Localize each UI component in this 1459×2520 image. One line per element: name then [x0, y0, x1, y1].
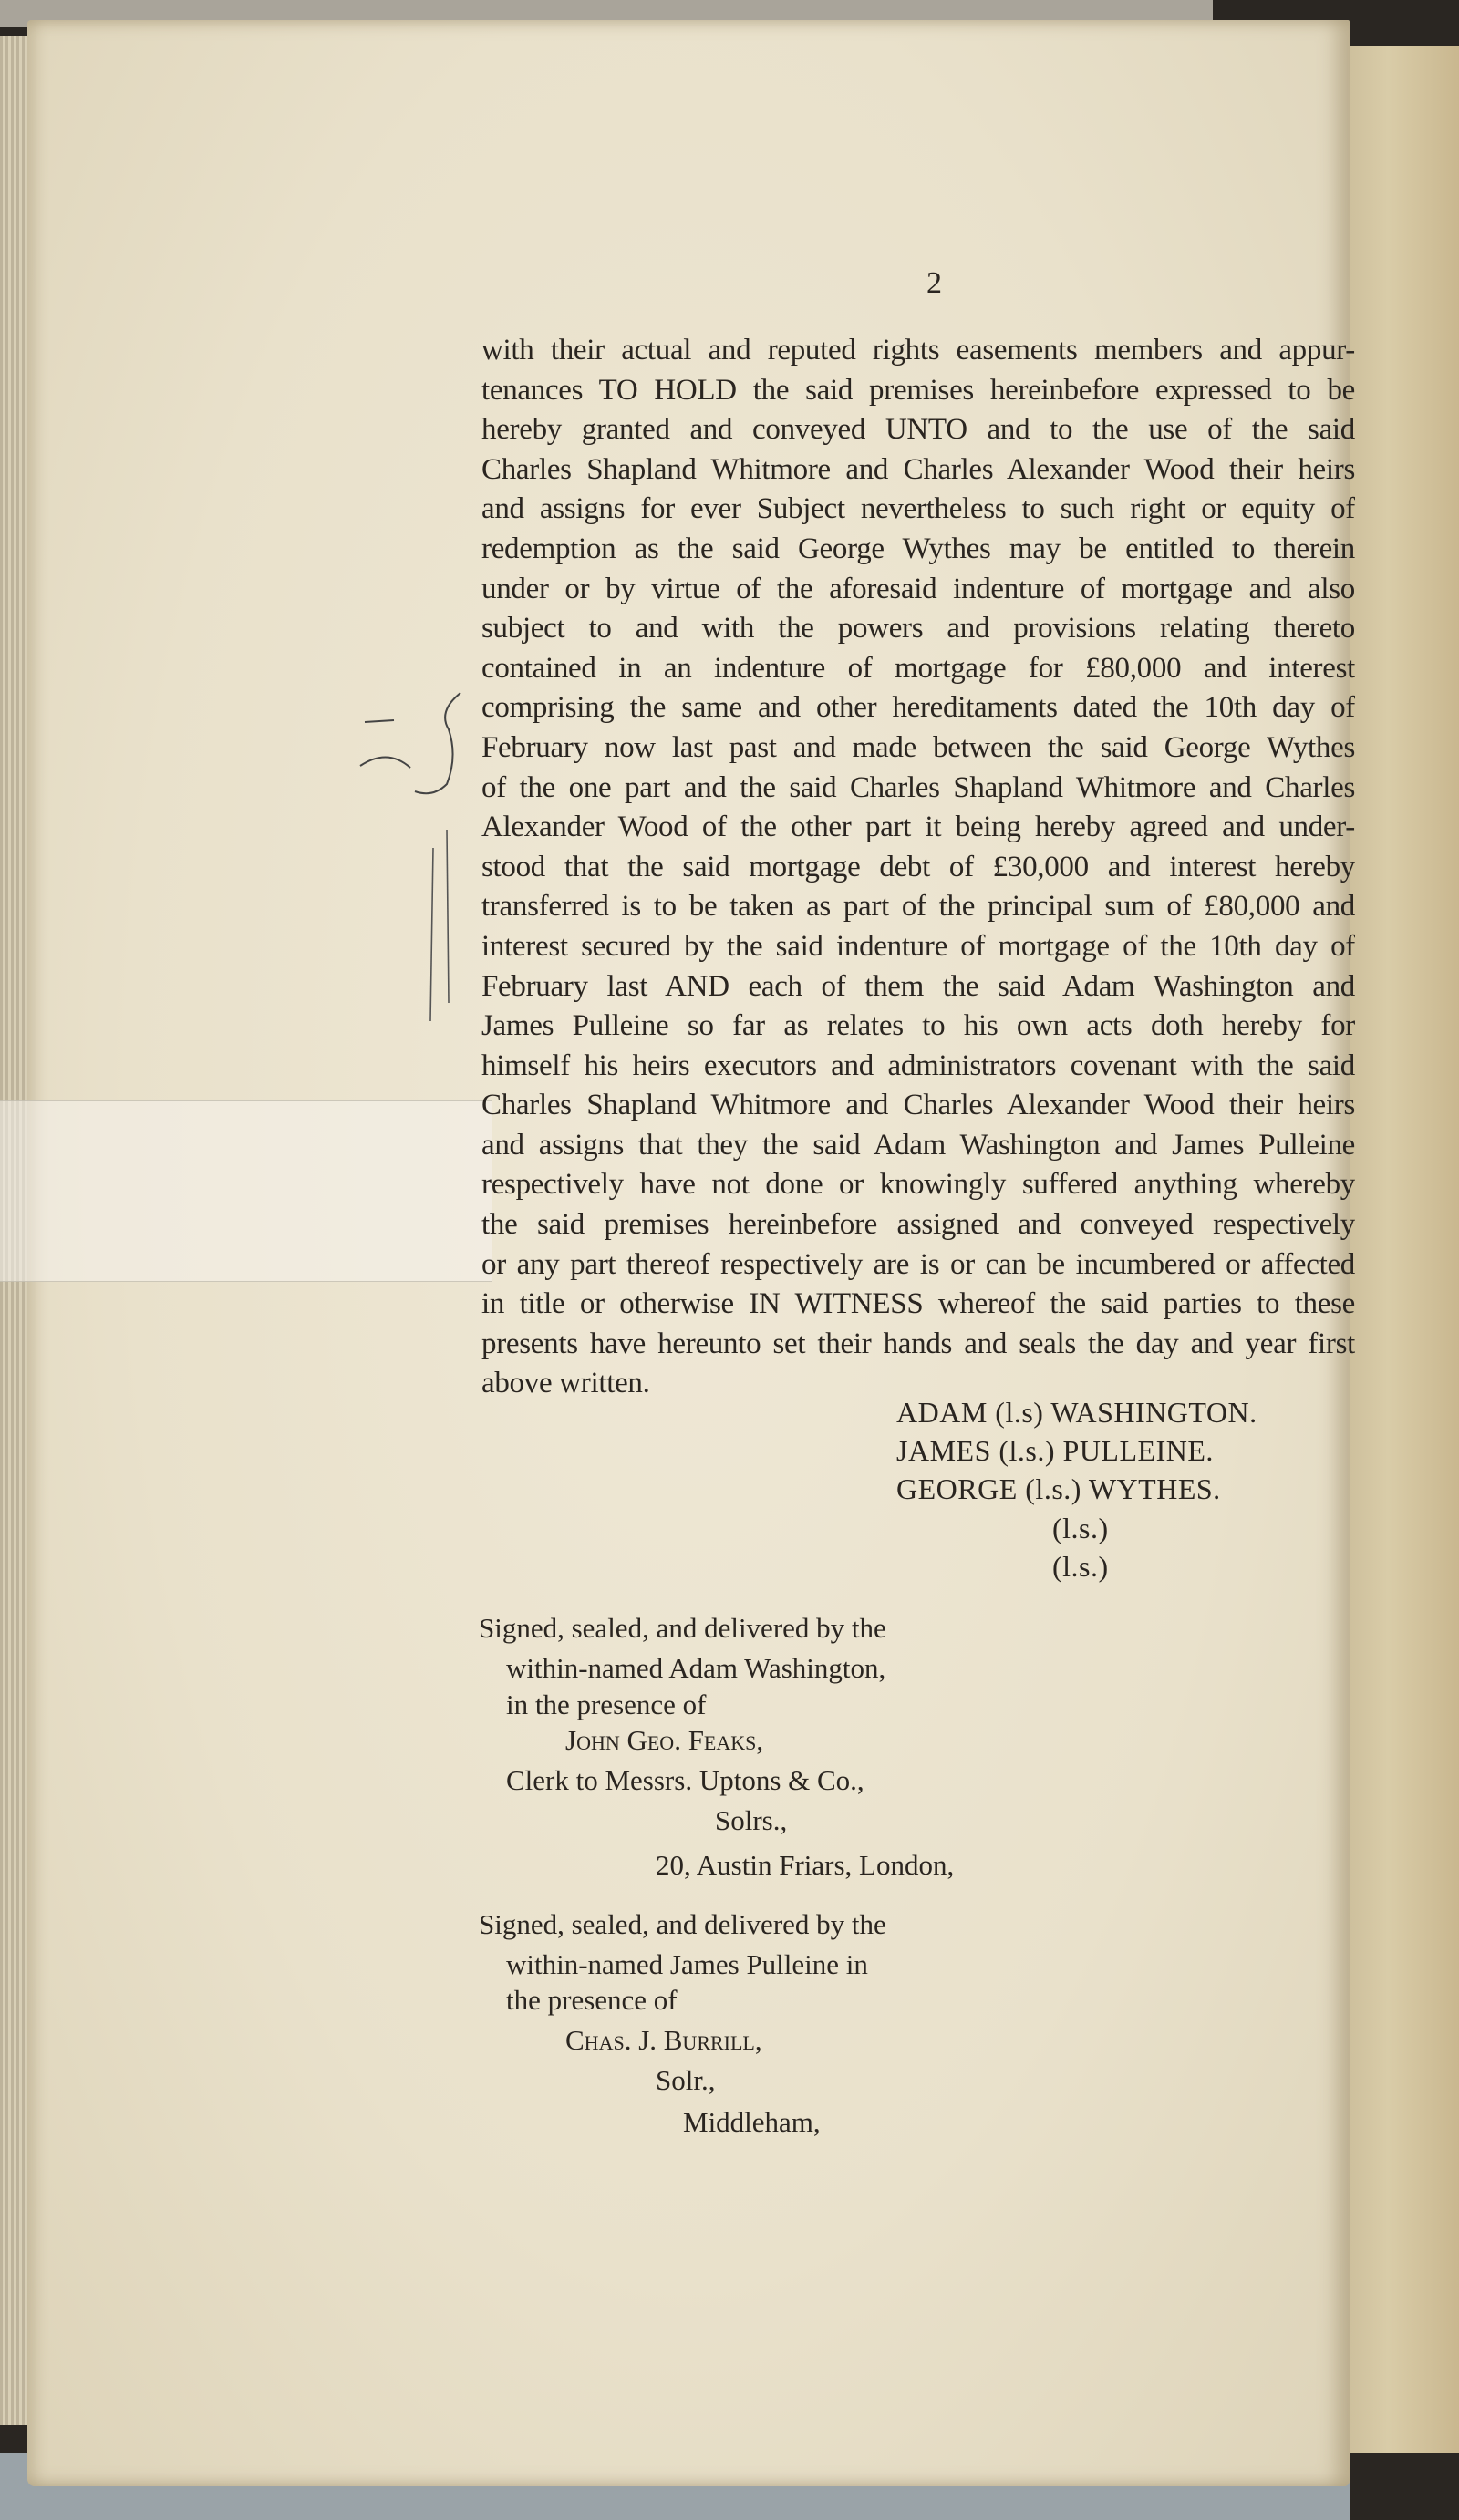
body-line: contained in an indenture of mortgage for £80,000 and interest: [481, 651, 1355, 685]
witness-2-line1: Signed, sealed, and delivered by the: [479, 1908, 886, 1940]
witness-1-name: John Geo. Feaks,: [565, 1724, 764, 1756]
body-line: tenances TO HOLD the said premises hereinbefore expressed to be: [481, 373, 1355, 407]
body-line: Charles Shapland Whitmore and Charles Alexander Wood their heirs: [481, 452, 1355, 486]
witness-1-line5: Clerk to Messrs. Uptons & Co.,: [506, 1764, 864, 1796]
adjacent-page-edge: [1340, 46, 1459, 2453]
body-line: February last AND each of them the said Adam Washington and: [481, 969, 1355, 1003]
seal-blank-2: (l.s.): [1052, 1550, 1109, 1583]
body-line: in title or otherwise IN WITNESS whereof the said parties to these: [481, 1287, 1355, 1321]
body-line: Alexander Wood of the other part it being hereby agreed and under-: [481, 811, 1355, 844]
witness-1-line7: 20, Austin Friars, London,: [656, 1849, 955, 1881]
body-line: February now last past and made between the said George Wythes: [481, 730, 1355, 764]
body-line: above written.: [481, 1367, 650, 1400]
witness-1-line3: in the presence of: [506, 1689, 707, 1720]
witness-2-name: Chas. J. Burrill,: [565, 2024, 762, 2056]
seal-blank-1: (l.s.): [1052, 1512, 1109, 1544]
body-line: of the one part and the said Charles Shapland Whitmore and Charles: [481, 770, 1355, 804]
witness-1-line6: Solrs.,: [715, 1804, 788, 1836]
body-line: transferred is to be taken as part of the principal sum of £80,000 and: [481, 890, 1355, 924]
witness-2-line3: the presence of: [506, 1984, 678, 2016]
body-line: himself his heirs executors and administrators covenant with the said: [481, 1048, 1355, 1082]
signature-james-pulleine: JAMES (l.s.) PULLEINE.: [896, 1434, 1214, 1467]
signature-adam-washington: ADAM (l.s) WASHINGTON.: [896, 1396, 1257, 1429]
body-line: under or by virtue of the aforesaid indenture of mortgage and also: [481, 572, 1355, 605]
body-line: Charles Shapland Whitmore and Charles Alexander Wood their heirs: [481, 1089, 1355, 1122]
pencil-margin-marks: [347, 675, 474, 1039]
body-line: and assigns for ever Subject nevertheless to such right or equity of: [481, 492, 1355, 526]
body-line: subject to and with the powers and provisions relating thereto: [481, 612, 1355, 645]
body-line: comprising the same and other hereditaments dated the 10th day of: [481, 691, 1355, 725]
deed-body-text: [481, 331, 1355, 1404]
body-line: or any part thereof respectively are is or can be incumbered or affected: [481, 1247, 1355, 1281]
body-line: and assigns that they the said Adam Washington and James Pulleine: [481, 1128, 1355, 1162]
repair-tape: [0, 1100, 492, 1282]
body-line: stood that the said mortgage debt of £30,000 and interest hereby: [481, 850, 1355, 883]
page-number: 2: [926, 266, 942, 300]
body-line: presents have hereunto set their hands and seals the day and year first: [481, 1327, 1355, 1360]
body-line: interest secured by the said indenture of mortgage of the 10th day of: [481, 929, 1355, 963]
body-line: the said premises hereinbefore assigned and conveyed respectively: [481, 1208, 1355, 1242]
body-line: redemption as the said George Wythes may be entitled to therein: [481, 532, 1355, 565]
body-line: respectively have not done or knowingly suffered anything whereby: [481, 1168, 1355, 1202]
body-line: with their actual and reputed rights easements members and appur-: [481, 334, 1355, 367]
witness-2-line5: Solr.,: [656, 2064, 716, 2096]
signature-george-wythes: GEORGE (l.s.) WYTHES.: [896, 1472, 1221, 1505]
witness-1-line2: within-named Adam Washington,: [506, 1652, 886, 1684]
body-line: James Pulleine so far as relates to his own acts doth hereby for: [481, 1009, 1355, 1043]
body-line: hereby granted and conveyed UNTO and to the use of the said: [481, 413, 1355, 447]
witness-1-line1: Signed, sealed, and delivered by the: [479, 1612, 886, 1644]
witness-2-line6: Middleham,: [683, 2106, 821, 2138]
witness-2-line2: within-named James Pulleine in: [506, 1948, 868, 1980]
